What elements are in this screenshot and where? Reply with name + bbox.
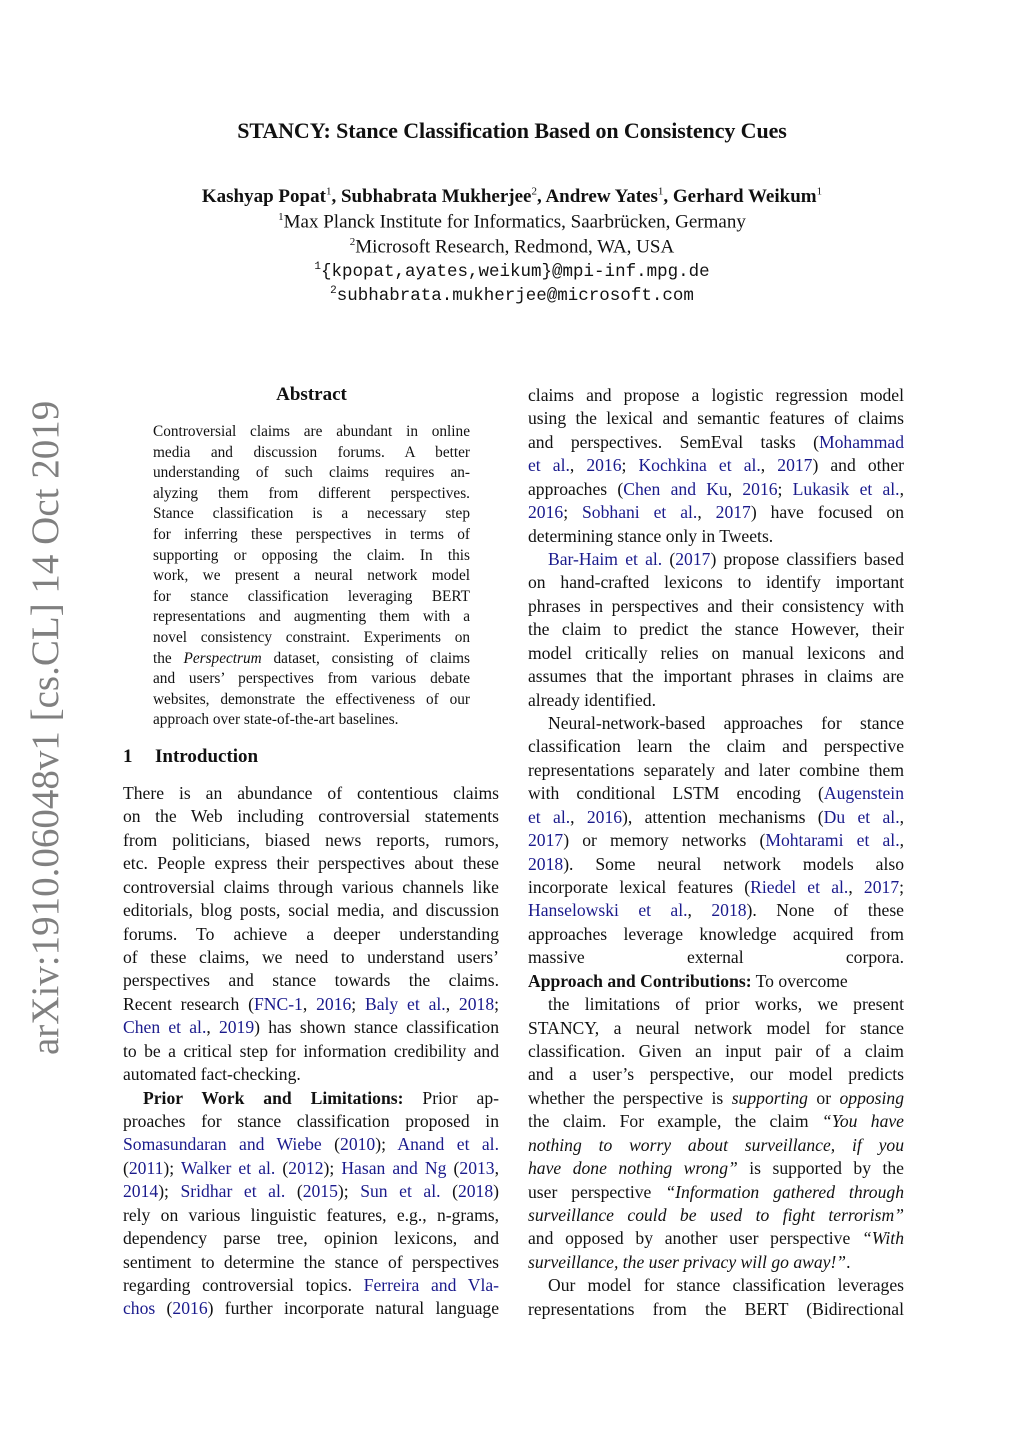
- text-span: );: [163, 1157, 181, 1178]
- text-line: [528, 993, 904, 1016]
- text-line: [528, 1251, 904, 1274]
- text-span: alyzing them from different perspectives.: [153, 484, 470, 502]
- text-line: [123, 1297, 499, 1320]
- text-span: automated fact-checking.: [123, 1064, 301, 1085]
- text-span: the claim. For example, the claim: [528, 1111, 822, 1132]
- text-line: [153, 463, 470, 483]
- text-span: ), attention mechanisms (: [622, 806, 824, 827]
- text-span: from politicians, biased news reports, rumors,: [123, 829, 499, 850]
- text-span: and opposed by another user perspective: [528, 1228, 862, 1249]
- text-span: ;: [777, 478, 793, 499]
- citation-link[interactable]: 2010: [340, 1134, 376, 1155]
- text-line: [528, 454, 904, 477]
- citation-link[interactable]: FNC-1: [253, 993, 303, 1014]
- paragraph-lead: Prior Work and Limitations:: [143, 1087, 404, 1108]
- text-span: approaches (: [528, 478, 624, 499]
- text-line: [153, 649, 470, 669]
- text-span: sentiment to determine the stance of perspectives: [123, 1251, 499, 1272]
- citation-link[interactable]: 2012: [288, 1157, 324, 1178]
- text-line: [153, 587, 470, 607]
- text-line: [528, 407, 904, 430]
- citation-link[interactable]: 2018: [457, 1181, 494, 1202]
- text-span: perspectives and stance towards the claims.: [123, 970, 499, 991]
- citation-link[interactable]: 2016: [586, 455, 622, 476]
- text-line: [528, 595, 904, 618]
- text-span: for inferring these perspectives in terms of: [153, 526, 470, 543]
- text-line: [123, 1087, 499, 1110]
- citation-link[interactable]: Du et al.: [823, 806, 900, 827]
- citation-link[interactable]: Anand et al.: [397, 1134, 499, 1155]
- text-line: [153, 443, 470, 463]
- text-line: [528, 1181, 904, 1204]
- text-line: [528, 1227, 904, 1250]
- text-line: [123, 876, 499, 899]
- text-span: ) or memory networks (: [563, 830, 766, 851]
- text-line: [528, 1110, 904, 1133]
- text-span: (: [321, 1134, 341, 1155]
- text-line: [528, 1040, 904, 1063]
- citation-link[interactable]: 2018: [458, 993, 495, 1014]
- text-span: (: [285, 1181, 303, 1202]
- text-line: [528, 1204, 904, 1227]
- text-span: (: [440, 1181, 458, 1202]
- text-span: is supported by the: [737, 1158, 904, 1179]
- text-line: [528, 946, 904, 969]
- text-span: ,: [697, 502, 716, 523]
- text-span: for stance classification leveraging BERT: [153, 587, 470, 605]
- citation-link[interactable]: 2014: [123, 1181, 159, 1202]
- text-span: To overcome: [751, 970, 848, 991]
- citation-link[interactable]: Lukasik et al.: [792, 478, 900, 499]
- text-span: of these claims, we need to understand users’: [123, 947, 499, 967]
- text-span: classification learn the claim and perspective: [528, 736, 904, 757]
- text-line: [528, 735, 904, 758]
- text-span: ) and other: [812, 455, 904, 476]
- text-span: ,: [727, 478, 743, 499]
- citation-link[interactable]: Sridhar et al.: [180, 1181, 286, 1202]
- text-line: [123, 1251, 499, 1274]
- citation-link[interactable]: Chen et al.: [123, 1017, 207, 1038]
- text-span: phrases in perspectives and their consistency with: [528, 595, 904, 616]
- citation-link[interactable]: Ferreira and Vla-: [363, 1275, 499, 1296]
- text-span: assumes that the important phrases in claims are: [528, 666, 904, 687]
- text-span: STANCY, a neural network model for stance: [528, 1017, 904, 1038]
- text-span: There is an abundance of contentious claims: [123, 783, 499, 803]
- text-line: [123, 1063, 499, 1086]
- text-span: ;: [621, 455, 639, 476]
- text-line: [123, 1040, 499, 1063]
- affiliation: $^2$Microsoft Research, Redmond, WA, USA: [349, 236, 675, 258]
- text-span: editorials, blog posts, social media, and discussion: [123, 900, 499, 921]
- author: Andrew Yates$^1$,: [545, 186, 673, 208]
- text-line: [528, 1017, 904, 1040]
- email-address: $^2$subhabrata.mukherjee@microsoft.com: [330, 285, 694, 306]
- citation-link[interactable]: Riedel et al.: [750, 877, 849, 898]
- text-span: (: [123, 1157, 129, 1178]
- citation-link[interactable]: Mohtarami et al.: [765, 830, 900, 851]
- citation-link[interactable]: 2018: [711, 900, 747, 921]
- text-span: rely on various linguistic features, e.g., n-grams,: [123, 1204, 499, 1225]
- text-span: ). Some neural network models also: [563, 853, 904, 874]
- text-line: [528, 525, 904, 548]
- text-span: ;: [899, 877, 904, 898]
- text-span: whether the perspective is: [528, 1087, 732, 1108]
- citation-link[interactable]: Mohammad: [818, 431, 904, 452]
- text-span: ,: [848, 877, 864, 898]
- text-span: ) has shown stance classification: [254, 1017, 499, 1038]
- text-span: novel consistency constraint. Experiments on: [153, 629, 470, 646]
- text-line: [123, 782, 499, 805]
- arxiv-identifier: arXiv:1910.06048v1 [cs.CL] 14 Oct 2019: [24, 400, 67, 1055]
- text-line: [153, 484, 470, 504]
- text-span: approach over state-of-the-art baselines.: [153, 711, 399, 729]
- text-span: Stance classification is a necessary step: [153, 505, 470, 523]
- text-span: .: [846, 1251, 851, 1272]
- text-span: (: [155, 1298, 173, 1319]
- text-span: (: [446, 1157, 460, 1178]
- text-span: or: [807, 1087, 840, 1108]
- affiliation: $^1$Max Planck Institute for Informatics, Saarbrücken, Germany: [278, 211, 746, 233]
- text-line: [153, 607, 470, 627]
- emphasis-text: surveillance, the user privacy will go away!”: [528, 1251, 847, 1272]
- emphasis-text: nothing to worry about surveillance, if you: [528, 1134, 904, 1155]
- text-span: claims and propose a logistic regression model: [528, 385, 904, 405]
- citation-link[interactable]: Sun et al.: [360, 1181, 441, 1202]
- text-line: [528, 431, 904, 454]
- author: Subhabrata Mukherjee$^2$,: [340, 186, 546, 208]
- text-line: [528, 618, 904, 641]
- text-span: Recent research (: [123, 993, 254, 1014]
- section-heading: 1 Introduction: [123, 746, 259, 767]
- text-span: dataset, consisting of claims: [261, 649, 470, 667]
- text-span: the: [153, 649, 184, 667]
- text-span: Neural-network-based approaches for stance: [548, 713, 904, 734]
- emphasis-text: supporting: [731, 1087, 808, 1108]
- citation-link[interactable]: 2017: [777, 455, 813, 476]
- citation-link[interactable]: Hasan and Ng: [341, 1157, 447, 1178]
- text-span: ,: [494, 1157, 499, 1178]
- text-span: incorporate lexical features (: [528, 877, 751, 898]
- text-span: to be a critical step for information credibility and: [123, 1040, 499, 1061]
- text-span: Controversial claims are abundant in online: [153, 423, 470, 440]
- text-span: on hand-crafted lexicons to identify important: [528, 572, 904, 593]
- text-span: dependency parse tree, opinion lexicons, and: [123, 1228, 499, 1249]
- citation-link[interactable]: Bar-Haim et al.: [548, 549, 663, 569]
- text-span: ) propose classifiers based: [710, 549, 904, 569]
- text-span: ;: [494, 993, 499, 1014]
- text-span: and perspectives. SemEval tasks (: [528, 431, 819, 452]
- emphasis-text: “You have: [821, 1111, 904, 1132]
- text-line: [528, 689, 904, 712]
- citation-link[interactable]: 2017: [863, 877, 900, 898]
- text-line: [153, 546, 470, 566]
- text-span: forums. To achieve a deeper understanding: [123, 923, 499, 944]
- text-span: ,: [445, 993, 459, 1014]
- text-line: [153, 566, 470, 586]
- text-span: ,: [899, 478, 904, 499]
- text-line: [528, 970, 904, 993]
- emphasis-text: have done nothing wrong”: [528, 1158, 738, 1179]
- text-span: massive external corpora.: [528, 947, 904, 968]
- emphasis-text: surveillance could be used to fight terrorism”: [528, 1205, 904, 1226]
- text-line: [528, 782, 904, 805]
- text-span: ) further incorporate natural language: [207, 1298, 499, 1319]
- text-line: [528, 665, 904, 688]
- citation-link[interactable]: Hanselowski et al.: [528, 900, 688, 921]
- text-line: [528, 829, 904, 852]
- citation-link[interactable]: Somasundaran and Wiebe: [123, 1134, 322, 1155]
- text-line: [153, 710, 470, 730]
- text-span: ,: [206, 1017, 219, 1038]
- citation-link[interactable]: 2016: [172, 1298, 208, 1319]
- text-span: );: [375, 1134, 398, 1155]
- text-line: [528, 1063, 904, 1086]
- citation-link[interactable]: Kochkina et al.: [638, 455, 761, 476]
- text-span: classification. Given an input pair of a claim: [528, 1041, 904, 1062]
- text-span: ;: [351, 993, 365, 1014]
- text-span: (: [275, 1157, 289, 1178]
- text-line: [528, 853, 904, 876]
- text-span: work, we present a neural network model: [153, 567, 470, 585]
- text-span: approaches leverage knowledge acquired from: [528, 923, 904, 944]
- citation-link[interactable]: 2016: [586, 806, 623, 827]
- emphasis-text: opposing: [839, 1087, 904, 1108]
- text-span: ,: [899, 830, 904, 851]
- text-line: [528, 923, 904, 946]
- text-span: regarding controversial topics.: [123, 1275, 364, 1296]
- text-span: supporting or opposing the claim. In this: [153, 546, 470, 564]
- paragraph-lead: Approach and Contributions:: [528, 970, 752, 991]
- text-line: [528, 642, 904, 665]
- text-span: representations from the BERT (Bidirectional: [528, 1298, 904, 1319]
- text-line: [123, 899, 499, 922]
- author-list: [0, 186, 1024, 208]
- text-line: [528, 712, 904, 735]
- text-span: representations separately and later combine them: [528, 759, 904, 780]
- text-span: and a user’s perspective, our model predicts: [528, 1064, 904, 1085]
- text-span: model critically relies on manual lexicons and: [528, 642, 904, 663]
- text-span: websites, demonstrate the effectiveness of our: [153, 690, 470, 708]
- text-span: (: [662, 549, 676, 569]
- text-line: [153, 504, 470, 524]
- emphasis-text: Perspectrum: [183, 649, 262, 667]
- text-line: [528, 876, 904, 899]
- text-line: [528, 478, 904, 501]
- citation-link[interactable]: 2017: [715, 502, 751, 523]
- text-span: ,: [899, 806, 904, 827]
- citation-link[interactable]: 2016: [742, 478, 778, 499]
- citation-link[interactable]: Sobhani et al.: [582, 502, 698, 523]
- text-line: [153, 669, 470, 689]
- text-span: the claim to predict the stance However, their: [528, 619, 904, 640]
- citation-link[interactable]: et al.: [528, 455, 570, 476]
- email-address: $^1${kpopat,ayates,weikum}@mpi-inf.mpg.de: [314, 261, 710, 282]
- text-line: [528, 1157, 904, 1180]
- text-line: [123, 829, 499, 852]
- paper-title: STANCY: Stance Classification Based on Consistency Cues: [237, 118, 787, 143]
- text-span: on the Web including controversial statements: [123, 806, 499, 827]
- text-line: [528, 1134, 904, 1157]
- text-line: [123, 1204, 499, 1227]
- text-span: ,: [569, 455, 587, 476]
- text-span: );: [323, 1157, 342, 1178]
- text-line: [123, 1016, 499, 1039]
- text-line: [528, 1087, 904, 1110]
- text-span: ;: [563, 502, 583, 523]
- citation-link[interactable]: 2016: [316, 993, 352, 1014]
- text-line: [528, 548, 904, 571]
- text-span: representations and augmenting them with a: [153, 608, 470, 626]
- abstract-heading: Abstract: [276, 384, 347, 405]
- text-line: [123, 852, 499, 875]
- text-span: and users’ perspectives from various debate: [153, 670, 470, 688]
- text-span: );: [158, 1181, 181, 1202]
- author: Gerhard Weikum$^1$: [672, 186, 823, 208]
- text-span: ): [493, 1181, 499, 1202]
- citation-link[interactable]: 2017: [528, 830, 564, 851]
- text-span: with conditional LSTM encoding (: [528, 783, 824, 804]
- text-line: [123, 805, 499, 828]
- text-span: controversial claims through various channels like: [123, 876, 499, 897]
- text-line: [528, 501, 904, 524]
- author: Kashyap Popat$^1$,: [201, 186, 341, 208]
- emphasis-text: “Information gathered through: [665, 1181, 904, 1202]
- text-line: [123, 1110, 499, 1133]
- citation-link[interactable]: Chen and Ku: [623, 478, 728, 499]
- emphasis-text: “With: [861, 1228, 904, 1249]
- text-span: proaches for stance classification proposed in: [123, 1111, 499, 1132]
- text-line: [153, 422, 470, 442]
- text-line: [123, 1274, 499, 1297]
- citation-link[interactable]: 2015: [302, 1181, 338, 1202]
- text-span: ) have focused on: [750, 502, 904, 523]
- text-span: ,: [760, 455, 778, 476]
- citation-link[interactable]: 2011: [128, 1157, 164, 1178]
- text-span: user perspective: [528, 1181, 666, 1202]
- citation-link[interactable]: Augenstein: [823, 783, 904, 804]
- text-line: [528, 899, 904, 922]
- text-line: [528, 806, 904, 829]
- citation-link[interactable]: 2016: [528, 502, 564, 523]
- text-span: etc. People express their perspectives about these: [123, 853, 499, 874]
- text-line: [123, 1157, 499, 1180]
- text-span: Our model for stance classification leverages: [548, 1275, 904, 1296]
- text-line: [528, 1274, 904, 1297]
- text-line: [123, 993, 499, 1016]
- text-span: ). None of these: [746, 900, 904, 921]
- text-span: );: [337, 1181, 361, 1202]
- citation-link[interactable]: chos: [123, 1298, 156, 1319]
- text-line: [123, 1227, 499, 1250]
- citation-link[interactable]: 2018: [528, 853, 564, 874]
- text-line: [153, 525, 470, 545]
- citation-link[interactable]: 2017: [675, 549, 711, 569]
- citation-link[interactable]: Baly et al.: [365, 993, 446, 1014]
- text-line: [123, 969, 499, 992]
- citation-link[interactable]: Walker et al.: [180, 1157, 276, 1178]
- text-line: [123, 1133, 499, 1156]
- text-line: [528, 1298, 904, 1321]
- text-line: [123, 946, 499, 969]
- text-span: ,: [687, 900, 712, 921]
- text-line: [153, 628, 470, 648]
- text-span: media and discussion forums. A better: [153, 443, 470, 461]
- text-line: [528, 759, 904, 782]
- citation-link[interactable]: 2013: [459, 1157, 495, 1178]
- text-line: [123, 1180, 499, 1203]
- citation-link[interactable]: et al.: [528, 806, 571, 827]
- text-line: [528, 384, 904, 407]
- text-line: [153, 690, 470, 710]
- text-span: already identified.: [528, 689, 656, 710]
- text-span: ,: [570, 806, 587, 827]
- text-span: determining stance only in Tweets.: [528, 525, 774, 546]
- text-line: [123, 923, 499, 946]
- text-span: the limitations of prior works, we present: [548, 994, 904, 1015]
- citation-link[interactable]: 2019: [218, 1017, 255, 1038]
- text-span: Prior ap-: [403, 1087, 499, 1108]
- text-span: understanding of such claims requires an-: [153, 464, 470, 482]
- text-span: ,: [302, 993, 317, 1014]
- text-line: [528, 571, 904, 594]
- text-span: using the lexical and semantic features of claims: [528, 408, 904, 429]
